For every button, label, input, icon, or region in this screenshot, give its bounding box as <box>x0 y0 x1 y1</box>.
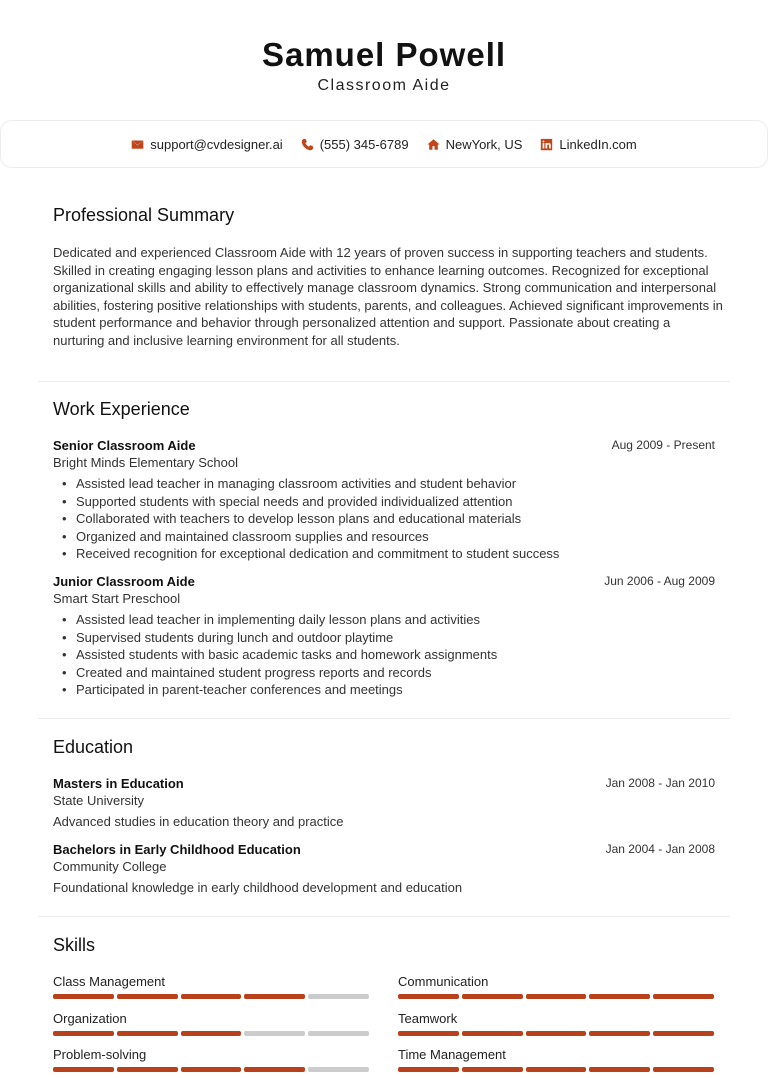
skill-level-segment <box>53 994 114 999</box>
skills-heading: Skills <box>53 935 96 955</box>
skill-level-segment <box>398 1031 459 1036</box>
skill-item <box>398 974 714 999</box>
contact-bar <box>0 120 768 168</box>
education-date: Jan 2008 - Jan 2010 <box>605 776 715 790</box>
contact-phone[interactable] <box>301 137 409 152</box>
email-text: support@cvdesigner.ai <box>150 136 283 152</box>
skill-level-segment <box>526 994 587 999</box>
experience-heading: Work Experience <box>53 399 190 419</box>
skill-level-segment <box>308 994 369 999</box>
contact-email[interactable] <box>131 137 282 152</box>
skill-name: Problem-solving <box>53 1047 147 1062</box>
location-text: NewYork, US <box>445 136 523 152</box>
skill-name: Time Management <box>398 1047 506 1062</box>
skill-level-bar <box>53 994 369 999</box>
skill-level-segment <box>398 1067 459 1072</box>
skill-item <box>398 1047 714 1072</box>
skill-item <box>53 974 369 999</box>
summary-heading: Professional Summary <box>53 205 235 225</box>
education-date: Jan 2004 - Jan 2008 <box>605 842 715 856</box>
skill-level-segment <box>653 1067 714 1072</box>
skill-name: Teamwork <box>398 1011 458 1026</box>
job-bullet: • Participated in parent-teacher conferences and meetings <box>53 681 715 699</box>
job-bullet: • Collaborated with teachers to develop lesson plans and educational materials <box>53 510 715 528</box>
school-name: Community College <box>53 859 167 874</box>
skill-level-segment <box>462 1031 523 1036</box>
skill-level-bar <box>398 1067 714 1072</box>
education-heading: Education <box>53 737 134 757</box>
linkedin-icon <box>540 138 553 151</box>
skill-level-bar <box>398 1031 714 1036</box>
job-bullet: • Supervised students during lunch and outdoor playtime <box>53 629 715 647</box>
job-bullet: • Created and maintained student progress reports and records <box>53 664 715 682</box>
education-description: Foundational knowledge in early childhood development and education <box>53 880 463 895</box>
skill-level-segment <box>308 1031 369 1036</box>
job-bullet: • Assisted students with basic academic tasks and homework assignments <box>53 646 715 664</box>
skill-level-segment <box>117 1067 178 1072</box>
skill-level-segment <box>398 994 459 999</box>
job-title: Junior Classroom Aide <box>53 574 195 589</box>
skill-level-segment <box>589 994 650 999</box>
skill-level-bar <box>53 1031 369 1036</box>
skill-level-segment <box>526 1067 587 1072</box>
job-bullet: • Assisted lead teacher in implementing daily lesson plans and activities <box>53 611 715 629</box>
job-bullet: • Organized and maintained classroom supplies and resources <box>53 528 715 546</box>
skill-level-segment <box>526 1031 587 1036</box>
linkedin-text: LinkedIn.com <box>559 136 637 152</box>
summary-text: Dedicated and experienced Classroom Aide with 12 years of proven success in supporting teachers and students. Skilled in creating engaging lesson plans and activities to enhance learning outcomes. Recognized for exceptional organizational skills and ability to effectively manage classroom dynamics. Strong communication and interpersonal abilities, fostering positive relationships with students, parents, and colleagues. Achieved significant improvements in student performance and behavior through personalized attention and support. Passionate about creating a nurturing and inclusive learning environment for all students. <box>53 245 723 348</box>
section-divider <box>38 916 730 917</box>
degree-title: Masters in Education <box>53 776 184 791</box>
skill-level-segment <box>462 994 523 999</box>
skill-level-segment <box>244 1031 305 1036</box>
skill-level-segment <box>117 1031 178 1036</box>
candidate-name: Samuel Powell <box>261 36 507 73</box>
skill-level-segment <box>117 994 178 999</box>
skill-level-segment <box>53 1031 114 1036</box>
job-date: Aug 2009 - Present <box>611 438 715 452</box>
school-name: State University <box>53 793 145 808</box>
skill-level-segment <box>181 1031 242 1036</box>
job-company: Bright Minds Elementary School <box>53 455 238 470</box>
job-bullets <box>53 611 715 699</box>
skill-level-segment <box>181 1067 242 1072</box>
education-entry <box>53 776 715 829</box>
skill-item <box>53 1011 369 1036</box>
job-company: Smart Start Preschool <box>53 591 181 606</box>
section-divider <box>38 381 730 382</box>
home-icon <box>427 138 440 151</box>
phone-text: (555) 345-6789 <box>319 136 409 152</box>
skill-level-segment <box>589 1067 650 1072</box>
job-bullet: • Assisted lead teacher in managing classroom activities and student behavior <box>53 475 715 493</box>
degree-title: Bachelors in Early Childhood Education <box>53 842 301 857</box>
skill-item <box>53 1047 369 1072</box>
education-entry <box>53 842 715 895</box>
job-bullets <box>53 475 715 563</box>
skill-level-bar <box>398 994 714 999</box>
job-entry <box>53 438 715 563</box>
skill-name: Organization <box>53 1011 127 1026</box>
section-divider <box>38 718 730 719</box>
contact-location <box>427 137 523 152</box>
contact-linkedin[interactable] <box>540 137 636 152</box>
skill-level-segment <box>53 1067 114 1072</box>
skill-level-segment <box>653 994 714 999</box>
skill-level-segment <box>589 1031 650 1036</box>
skill-level-segment <box>181 994 242 999</box>
job-bullet: • Supported students with special needs and provided individualized attention <box>53 493 715 511</box>
skill-level-segment <box>244 1067 305 1072</box>
skill-level-segment <box>653 1031 714 1036</box>
envelope-icon <box>131 138 144 151</box>
skill-level-segment <box>462 1067 523 1072</box>
skill-item <box>398 1011 714 1036</box>
education-description: Advanced studies in education theory and practice <box>53 814 344 829</box>
skill-name: Class Management <box>53 974 165 989</box>
skill-name: Communication <box>398 974 489 989</box>
skill-level-segment <box>308 1067 369 1072</box>
job-date: Jun 2006 - Aug 2009 <box>604 574 715 588</box>
skill-level-bar <box>53 1067 369 1072</box>
phone-icon <box>301 138 314 151</box>
skill-level-segment <box>244 994 305 999</box>
candidate-title: Classroom Aide <box>317 77 451 94</box>
job-bullet: • Received recognition for exceptional dedication and commitment to student success <box>53 545 715 563</box>
job-entry <box>53 574 715 699</box>
job-title: Senior Classroom Aide <box>53 438 196 453</box>
